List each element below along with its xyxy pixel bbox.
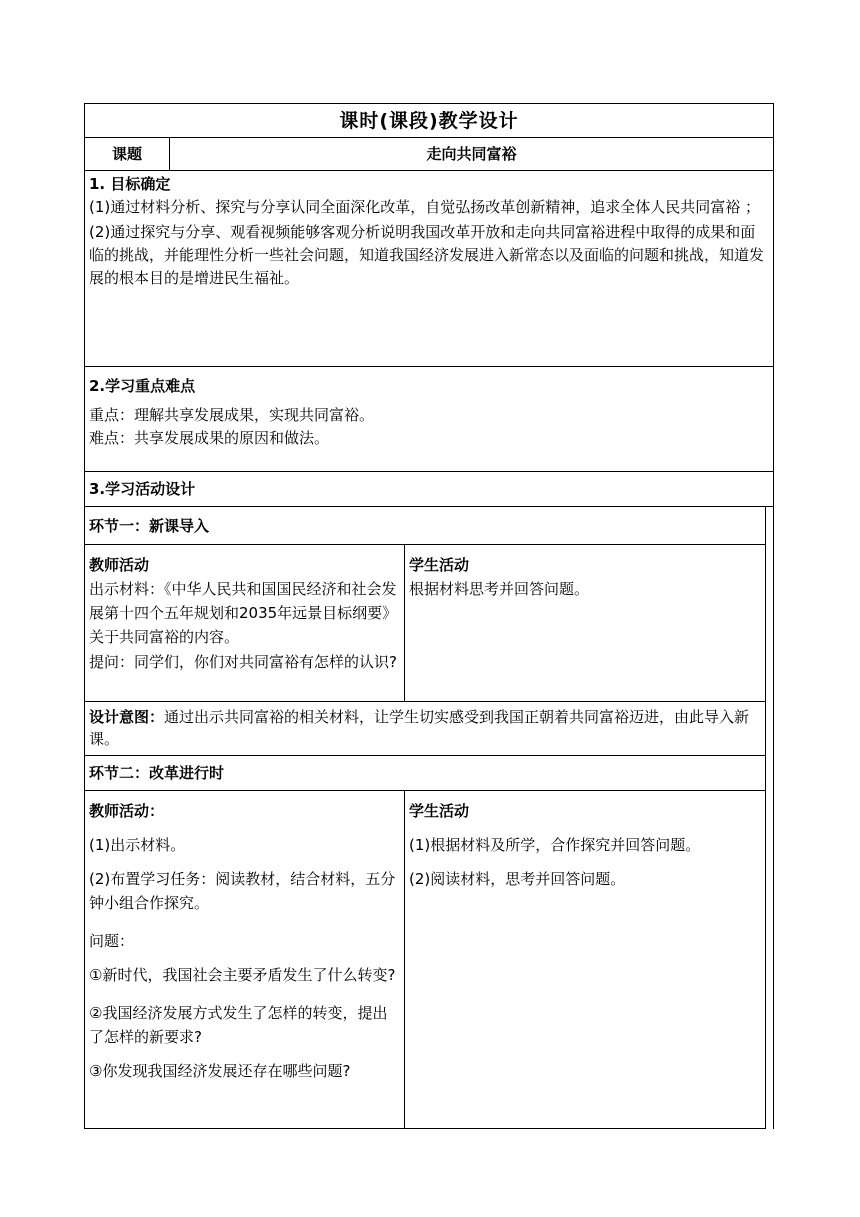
doc-title: 课时(课段)教学设计 bbox=[84, 103, 774, 138]
activities-heading: 3.学习活动设计 bbox=[85, 472, 773, 507]
section-key-points bbox=[84, 367, 774, 472]
objective-1: (1)通过材料分析、探究与分享认同全面深化改革，自觉弘扬改革创新精神，追求全体人民共同富裕 ； bbox=[89, 198, 761, 216]
intent-label: 设计意图： bbox=[89, 708, 165, 726]
stage2-question-1: ①新时代，我国社会主要矛盾发生了什么转变? bbox=[89, 966, 396, 984]
stage2-student-item-2: (2)阅读材料，思考并回答问题。 bbox=[409, 870, 626, 888]
topic-label: 课题 bbox=[85, 138, 170, 170]
stage2-question-label: 问题： bbox=[89, 932, 135, 950]
stage1-title: 环节一：新课导入 bbox=[85, 507, 766, 545]
stage2-question-3: ③你发现我国经济发展还存在哪些问题? bbox=[89, 1062, 351, 1080]
stage1-teacher-material: 出示材料：《中华人民共和国国民经济和社会发展第十四个五年规划和2035年远景目标纲要》关于共同富裕的内容。 bbox=[89, 580, 398, 646]
topic-row bbox=[84, 138, 774, 171]
stage2-title: 环节二：改革进行时 bbox=[85, 756, 766, 791]
objectives-heading: 1. 目标确定 bbox=[89, 175, 171, 193]
stage2-teacher-heading: 教师活动： bbox=[89, 802, 165, 820]
objective-2: (2)通过探究与分享、观看视频能够客观分析说明我国改革开放和走向共同富裕进程中取得的成果和面临的挑战，并能理性分析一些社会问题，知道我国经济发展进入新常态以及面临的问题和挑战，知道发展的根本目的是增进民生福祉。 bbox=[89, 223, 765, 287]
stage2-teacher-item-2: (2)布置学习任务：阅读教材，结合材料，五分钟小组合作探究。 bbox=[89, 870, 396, 912]
stage1-student bbox=[405, 545, 765, 701]
section-objectives bbox=[84, 171, 774, 367]
stage1-activities bbox=[85, 545, 766, 702]
stage2-question-2: ②我国经济发展方式发生了怎样的转变，提出了怎样的新要求? bbox=[89, 1004, 388, 1046]
stage2-activities bbox=[85, 791, 766, 1129]
section-activities bbox=[84, 472, 774, 1129]
stage2-teacher-item-1: (1)出示材料。 bbox=[89, 836, 186, 854]
lesson-design-table bbox=[84, 103, 774, 1129]
stage2-student-heading: 学生活动 bbox=[409, 802, 470, 820]
stage2-student bbox=[405, 791, 765, 1128]
stage1-teacher-heading: 教师活动 bbox=[89, 556, 150, 574]
stage2-teacher bbox=[85, 791, 405, 1128]
difficult-point: 难点：共享发展成果的原因和做法。 bbox=[89, 429, 330, 447]
stage1-student-text: 根据材料思考并回答问题。 bbox=[409, 580, 590, 598]
key-point: 重点：理解共享发展成果，实现共同富裕。 bbox=[89, 406, 375, 424]
stage1-teacher bbox=[85, 545, 405, 701]
stage1-teacher-question: 提问：同学们，你们对共同富裕有怎样的认识? bbox=[89, 653, 397, 671]
stage1-intent bbox=[85, 702, 766, 756]
intent-text: 通过出示共同富裕的相关材料，让学生切实感受到我国正朝着共同富裕迈进，由此导入新课。 bbox=[89, 708, 750, 748]
topic-value: 走向共同富裕 bbox=[426, 145, 517, 163]
stage2-student-item-1: (1)根据材料及所学，合作探究并回答问题。 bbox=[409, 836, 701, 854]
key-points-heading: 2.学习重点难点 bbox=[89, 377, 196, 395]
stage1-student-heading: 学生活动 bbox=[409, 556, 470, 574]
